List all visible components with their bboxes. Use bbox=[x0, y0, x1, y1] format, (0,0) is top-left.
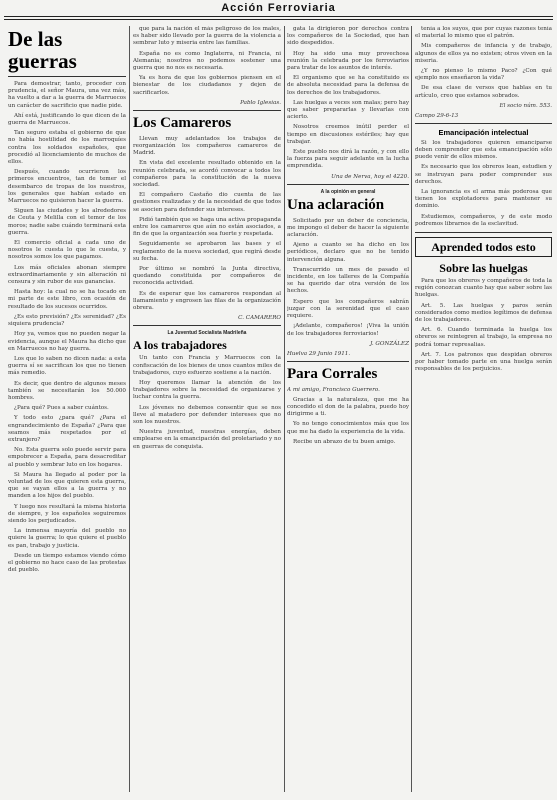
article-paragraph: Art. 6. Cuando terminada la huelga los obreros se reintegren al trabajo, la empresa no podrá tomar represalias. bbox=[415, 327, 552, 348]
column-divider bbox=[284, 26, 285, 792]
article-paragraph: Siguen las ciudades y los alrededores de Ceuta y Melilla con el temor de los moros; nadie sabe cuándo terminará esta guerra. bbox=[8, 208, 126, 236]
article-paragraph: Tan seguro estaba el gobierno de que no había hostilidad de los marroquíes contra los soldados españoles, que procedió al licenciamiento de muchos de ellos. bbox=[8, 130, 126, 166]
article-paragraph: Hoy queremos llamar la atención de los trabajadores sobre la necesidad de organizarse y luchar contra la guerra. bbox=[133, 379, 281, 401]
article-headline: De las guerras bbox=[8, 27, 77, 73]
article-paragraph: Un tanto con Francia y Marruecos con la confiscación de los bienes de unos cuantos miles de trabajadores, cuyo esfuerzo sostiene a la nación. bbox=[133, 355, 281, 376]
article-paragraph: Recibe un abrazo de tu buen amigo. bbox=[293, 438, 396, 445]
article-paragraph: Por último se nombró la Junta directiva, quedando constituida por compañeros de reconocida actividad. bbox=[133, 266, 281, 287]
article-paragraph: ¡Adelante, compañeros! ¡Viva la unión de los trabajadores ferroviarios! bbox=[287, 323, 409, 337]
article-paragraph: Llevan muy adelantados los trabajos de reorganización los compañeros camareros de Madrid. bbox=[133, 135, 281, 157]
article-paragraph: ¿Y no pienso lo mismo Paco? ¿Con qué ejemplo nos enseñaron la vida? bbox=[415, 68, 552, 82]
article-paragraph: Hoy ya, vemos que no pueden negar la evidencia, aunque el Maura ha dicho que en Marruecos no hay guerra. bbox=[8, 331, 126, 352]
article-paragraph: El comercio oficial a cada uno de nosotros le cuesta lo que le cuesta, y nosotros somos los que pagamos. bbox=[8, 240, 126, 261]
article-kicker: Aprended todos esto bbox=[431, 240, 536, 255]
column-1 bbox=[8, 26, 126, 792]
article-paragraph: El compañero Castaño dio cuenta de las gestiones realizadas y de la necesidad de que todos se asocien para defender sus intereses. bbox=[133, 192, 281, 213]
article-paragraph: ¿Es esto previsión? ¿Es serenidad? ¿Es siquiera prudencia? bbox=[8, 313, 126, 328]
divider bbox=[287, 184, 409, 185]
article-headline: Una aclaración bbox=[287, 196, 385, 213]
article-paragraph: Hoy ha sido una muy provechosa reunión la celebrada por los ferroviarios para tratar de los asuntos de interés. bbox=[287, 50, 409, 72]
article-paragraph: Y luego nos resultará la misma historia de siempre, y los españoles seguiremos siendo los perjudicados. bbox=[8, 503, 126, 524]
article-signature: C. CAMARERO bbox=[238, 315, 281, 322]
article-signature: Una de Nerva, hoy el 4220. bbox=[331, 173, 409, 180]
divider bbox=[415, 232, 552, 233]
article-headline: Sobre las huelgas bbox=[439, 261, 528, 276]
article-paragraph: Es de esperar que los camareros respondan al llamamiento y engrosen las filas de la organización obrera. bbox=[133, 290, 281, 312]
article-paragraph: gata la dirigieron por derechos contra los compañeros de la Sociedad, que han sido despedidos. bbox=[287, 26, 409, 47]
divider bbox=[133, 110, 281, 111]
article-paragraph: Nosotros creemos inútil perder el tiempo en discusiones estériles; hay que trabajar. bbox=[287, 124, 409, 145]
section-tag: A la opinión en general bbox=[320, 188, 376, 195]
article-paragraph: Mis compañeros de infancia y de trabajo, algunos de ellos ya no existen; otros viven en la miseria. bbox=[415, 43, 552, 64]
article-paragraph: ¿Para qué? Pues a saber cuántos. bbox=[14, 405, 109, 412]
section-tag: La Juventud Socialista Madrileña bbox=[167, 330, 247, 337]
article-paragraph: Si Maura ha llegado al poder por la voluntad de los que quieren esta guerra, que se vayan ellos a la guerra y no manden a los hijos del pueblo. bbox=[8, 471, 126, 500]
article-headline: A los trabajadores bbox=[133, 338, 227, 353]
article-paragraph: que para la nación el más peligroso de los males, es haber sido llevado por la guerra de la violencia a sembrar luto y miseria entre las familias. bbox=[133, 26, 281, 47]
article-paragraph: Las huelgas a veces son malas; pero hay que saber prepararlas y llevarlas con acierto. bbox=[287, 99, 409, 121]
article-paragraph: Es decir, que dentro de algunos meses también se necesitarán los 50.000 hombres. bbox=[8, 380, 126, 401]
article-paragraph: En vista del excelente resultado obtenido en la reunión celebrada, se acordó convocar a todos los compañeros para la constitución de la nueva sociedad. bbox=[133, 160, 281, 189]
article-paragraph: Pidió también que se haga una activa propaganda entre los camareros que aún no están asociados, a fin de que la organización sea fuerte y respetada. bbox=[133, 216, 281, 238]
article-paragraph: Transcurrido un mes de pasado el incidente, en los talleres de la Compañía se ha querido dar otra versión de los hechos. bbox=[287, 266, 409, 295]
article-paragraph: España no es como Inglaterra, ni Francia, ni Alemania; nosotros no podemos sostener una guerra que no nos es necesaria. bbox=[133, 50, 281, 72]
article-paragraph: Para que los obreros y compañeros de toda la región conozcan cuanto hay que saber sobre las huelgas. bbox=[415, 278, 552, 299]
article-paragraph: Hasta hoy: la cual no se ha tocado en mi parte de este libro, con ocasión de resultado de los sucesos ocurridos. bbox=[8, 289, 126, 310]
article-paragraph: Art. 7. Los patronos que despidan obreros por haber tomado parte en una huelga serán responsables de los perjuicios. bbox=[415, 351, 552, 373]
article-paragraph: Espero que los compañeros sabrán juzgar con la serenidad que el caso requiere. bbox=[287, 298, 409, 320]
article-paragraph: No. Esta guerra solo puede servir para empobrecer a España, para desacreditar al pueblo y sembrar luto en los hogares. bbox=[8, 447, 126, 468]
article-paragraph: Estudiemos, compañeros, y de este modo podremos librarnos de la esclavitud. bbox=[415, 213, 552, 227]
article-headline: Los Camareros bbox=[133, 114, 232, 131]
article-date: Huelva 29 Junio 1911. bbox=[287, 350, 351, 357]
article-paragraph: Gracias a la naturaleza, que me ha concedido el don de la palabra, puedo hoy dirigirme a ti. bbox=[287, 396, 409, 418]
article-paragraph: Art. 5. Las huelgas y paros serán considerados como medios legítimos de defensa de los trabajadores. bbox=[415, 302, 552, 324]
divider bbox=[287, 361, 409, 362]
article-paragraph: Solicitado por un deber de conciencia, me impongo el deber de hacer la siguiente aclaración. bbox=[287, 217, 409, 239]
article-paragraph: Los jóvenes no debemos consentir que se nos lleve al matadero por defender intereses que no son los nuestros. bbox=[133, 404, 281, 425]
article-paragraph: Es necesario que los obreros lean, estudien y se instruyan para poder comprender sus derechos. bbox=[415, 164, 552, 185]
article-signature: Pablo Iglesias. bbox=[240, 99, 281, 106]
column-2 bbox=[133, 26, 281, 792]
article-paragraph: Ya es hora de que los gobiernos piensen en el bienestar de los ciudadanos y dejen de sacrificarlos. bbox=[133, 75, 281, 96]
article-paragraph: La ignorancia es el arma más poderosa que tienen los explotadores para mantener su dominio. bbox=[415, 189, 552, 210]
article-paragraph: tenía a los suyos, que por cuyas razones tenía el material lo mismo que el patrón. bbox=[415, 26, 552, 40]
article-paragraph: Desde un tiempo estamos viendo cómo el gobierno no hace caso de las protestas del pueblo. bbox=[8, 552, 126, 574]
article-paragraph: De esa clase de versos que hablas en tu artículo, creo que estamos sobrados. bbox=[415, 85, 552, 99]
article-paragraph: El organismo que se ha constituido es de absoluta necesidad para la defensa de los derechos de los trabajadores. bbox=[287, 75, 409, 96]
article-paragraph: Para demostrar, tanto, proceder con prudencia, el señor Maura, una vez más, ha vuelto a dar a la guerra de Marruecos un carácter de sacrificio que nadie pide. bbox=[8, 81, 126, 109]
article-paragraph: Seguidamente se aprobaron las bases y el reglamento de la nueva sociedad, que regirá desde su fecha. bbox=[133, 241, 281, 262]
article-signature: El socio núm. 553. bbox=[499, 102, 552, 109]
article-paragraph: Ahí está, justificando lo que dicen de la guerra de Marruecos. bbox=[8, 112, 126, 127]
article-paragraph: Ajeno a cuanto se ha dicho en los periódicos, declaro que no he tenido intervención alguna. bbox=[287, 242, 409, 263]
article-paragraph: La inmensa mayoría del pueblo no quiere la guerra; lo que quiere el pueblo es pan, trabajo y justicia. bbox=[8, 528, 126, 549]
column-divider bbox=[411, 26, 412, 792]
divider bbox=[415, 123, 552, 124]
article-paragraph: Yo no tengo conocimientos más que los que me ha dado la experiencia de la vida. bbox=[287, 421, 409, 435]
header-rule-bottom bbox=[4, 19, 553, 20]
column-divider bbox=[129, 26, 130, 792]
column-4 bbox=[415, 26, 552, 792]
boxed-heading bbox=[415, 237, 552, 257]
column-3 bbox=[287, 26, 409, 792]
divider bbox=[8, 76, 126, 77]
article-headline: Emancipación intelectual bbox=[438, 127, 529, 137]
article-headline: Para Corrales bbox=[287, 365, 378, 382]
divider bbox=[133, 325, 281, 326]
article-paragraph: Después, cuando ocurrieron los primeros encuentros, tan de temer el desembarco de tropas de los nuestros, los generales que habían estado en Marruecos no quisieron hacer la guerra. bbox=[8, 169, 126, 205]
article-paragraph: Nuestra juventud, nuestras energías, deben emplearse en la emancipación del proletariado y no en guerras de conquista. bbox=[133, 429, 281, 450]
article-date: Campo 29-6-13 bbox=[415, 112, 459, 119]
article-paragraph: Si los trabajadores quieren emanciparse deben comprender que esta emancipación sólo puede venir de ellos mismos. bbox=[415, 139, 552, 161]
article-paragraph: Y todo esto ¿para qué? ¿Para el engrandecimiento de España? ¿Para que seamos más respetados por el extranjero? bbox=[8, 415, 126, 443]
article-signature: J. GONZÁLEZ bbox=[370, 340, 409, 347]
article-paragraph: Los más oficiales abonan siempre extraordinariamente y sin alteración ni censura y sin rubor de sus ganancias. bbox=[8, 264, 126, 286]
dedication: A mi amigo, Francisco Guerrero. bbox=[287, 386, 380, 393]
article-paragraph: Los que lo saben no dicen nada: a esta guerra sí se sacrifican los que no tienen más remedio. bbox=[8, 355, 126, 377]
header-rule-top bbox=[4, 16, 553, 17]
article-paragraph: Este pueblo nos dirá la razón, y con ello la fuerza para seguir adelante en la lucha emprendida. bbox=[287, 149, 409, 170]
newspaper-header: Acción Ferroviaria bbox=[221, 2, 336, 14]
